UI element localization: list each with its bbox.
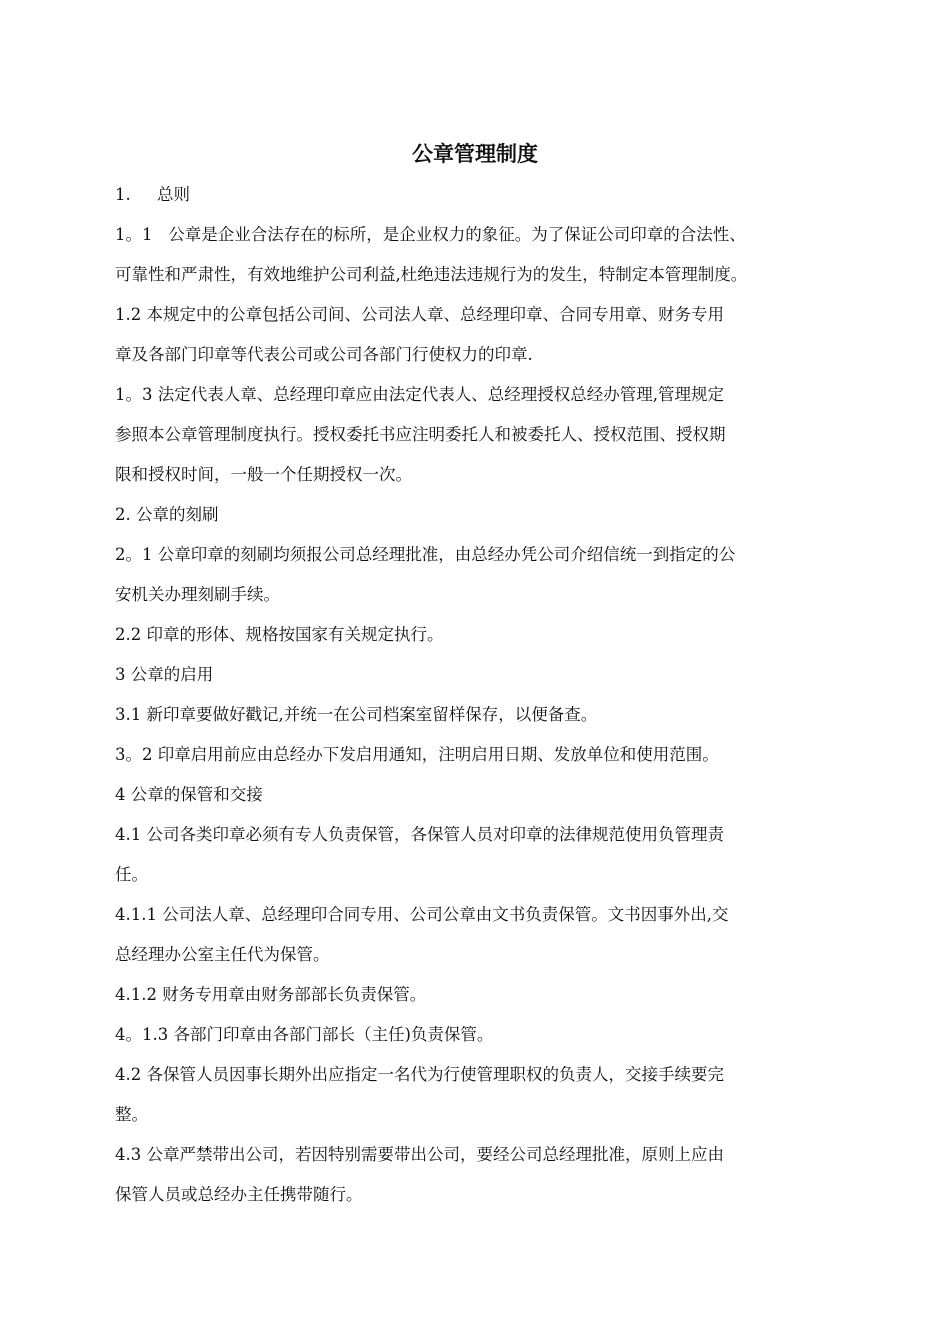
- text-line: 整。: [115, 1105, 148, 1124]
- text-line: 总经理办公室主任代为保管。: [115, 945, 330, 964]
- text-line: 4 公章的保管和交接: [115, 785, 263, 804]
- document-body: [115, 180, 840, 1220]
- text-line: 2. 公章的刻刷: [115, 505, 219, 524]
- text-line: 章及各部门印章等代表公司或公司各部门行使权力的印章.: [115, 345, 533, 364]
- text-line: 3 公章的启用: [115, 665, 214, 684]
- text-line: 4.1.2 财务专用章由财务部部长负责保管。: [115, 985, 427, 1004]
- text-line: 4。1.3 各部门印章由各部门部长（主任)负责保管。: [115, 1025, 494, 1044]
- text-line: 安机关办理刻刷手续。: [115, 585, 280, 604]
- text-line: 2.2 印章的形体、规格按国家有关规定执行。: [115, 625, 444, 644]
- text-line: 4.2 各保管人员因事长期外出应指定一名代为行使管理职权的负责人，交接手续要完: [115, 1065, 724, 1084]
- text-line: 保管人员或总经办主任携带随行。: [115, 1185, 363, 1204]
- text-line: 1。1 公章是企业合法存在的标所，是企业权力的象征。为了保证公司印章的合法性、: [115, 225, 746, 244]
- text-line: 任。: [115, 865, 148, 884]
- document-title: 公章管理制度: [412, 142, 538, 166]
- text-line: 2。1 公章印章的刻刷均须报公司总经理批准，由总经办凭公司介绍信统一到指定的公: [115, 545, 736, 564]
- text-line: 4.3 公章严禁带出公司，若因特别需要带出公司，要经公司总经理批准，原则上应由: [115, 1145, 724, 1164]
- text-line: 3。2 印章启用前应由总经办下发启用通知，注明启用日期、发放单位和使用范围。: [115, 745, 719, 764]
- text-line: 限和授权时间，一般一个任期授权一次。: [115, 465, 412, 484]
- text-line: 1. 总则: [115, 185, 190, 204]
- text-line: 参照本公章管理制度执行。授权委托书应注明委托人和被委托人、授权范围、授权期: [115, 425, 726, 444]
- text-line: 3.1 新印章要做好戳记,并统一在公司档案室留样保存，以便备查。: [115, 705, 598, 724]
- text-line: 可靠性和严肃性，有效地维护公司利益,杜绝违法违规行为的发生，特制定本管理制度。: [115, 265, 748, 284]
- text-line: 4.1.1 公司法人章、总经理印合同专用、公司公章由文书负责保管。文书因事外出,交: [115, 905, 729, 924]
- text-line: 1。3 法定代表人章、总经理印章应由法定代表人、总经理授权总经办管理,管理规定: [115, 385, 724, 404]
- text-line: 1.2 本规定中的公章包括公司间、公司法人章、总经理印章、合同专用章、财务专用: [115, 305, 724, 324]
- text-line: 4.1 公司各类印章必须有专人负责保管，各保管人员对印章的法律规范使用负管理责: [115, 825, 724, 844]
